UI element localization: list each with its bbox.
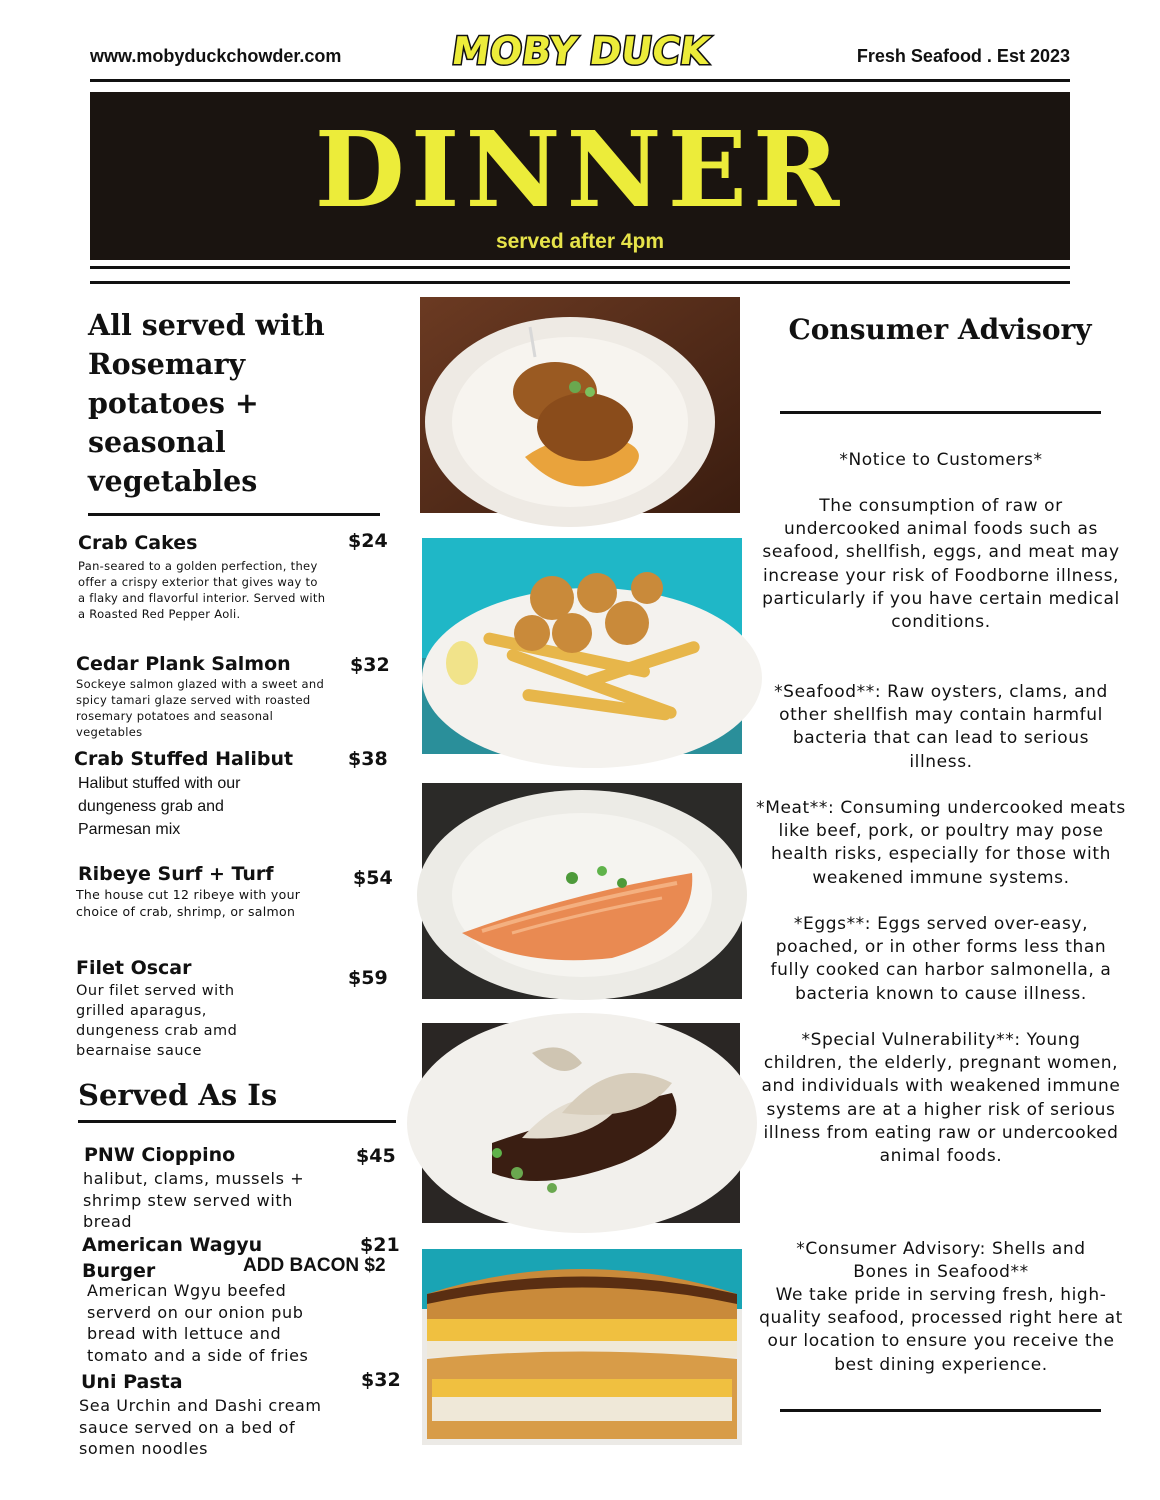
menu-item-name: Crab Cakes [78, 532, 198, 554]
menu-item-desc: Our filet served with grilled aparagus, dungeness crab amd bearnaise sauce [76, 983, 238, 1059]
fried-calamari-photo [422, 538, 742, 754]
menu-item-price: $32 [361, 1369, 401, 1391]
menu-item-price: $54 [353, 867, 393, 889]
advisory-divider-top [780, 411, 1101, 414]
menu-item-price: $38 [348, 748, 388, 770]
grilled-cheese-photo [422, 1249, 742, 1445]
advisory-paragraph: *Meat**: Consuming undercooked meats like beef, pork, or poultry may pose health risks, especially for those with weakened immune systems. [756, 798, 1126, 888]
page-title: DINNER [314, 108, 846, 231]
menu-item-desc: American Wgyu beefed serverd on our onion pub bread with lettuce and tomato and a side of fries [87, 1281, 309, 1365]
menu-item-desc: The house cut 12 ribeye with your choice of crab, shrimp, or salmon [76, 887, 301, 919]
menu-item-name: American Wagyu Burger [82, 1234, 263, 1282]
section-heading-as-is: Served As Is [78, 1078, 278, 1112]
menu-item-desc: Sea Urchin and Dashi cream sauce served on a bed of somen noodles [79, 1396, 322, 1458]
advisory-shells-title: *Consumer Advisory: Shells and Bones in Seafood** [796, 1239, 1086, 1283]
salmon-photo [422, 783, 742, 999]
menu-item-price: $21 [360, 1234, 400, 1256]
banner-divider-2 [90, 281, 1070, 284]
menu-item-desc: Pan-seared to a golden perfection, they offer a crispy exterior that gives way to a flaky and flavorful interior. Served with a Roasted Red Pepper Aoli. [78, 559, 326, 621]
advisory-paragraph: We take pride in serving fresh, high-quality seafood, processed right here at our location to ensure you receive the best dining experience. [759, 1285, 1123, 1375]
addon-bacon: ADD BACON $2 [243, 1255, 386, 1276]
section1-divider [88, 513, 380, 516]
menu-item-name: Uni Pasta [81, 1371, 183, 1393]
advisory-heading: Consumer Advisory [788, 313, 1092, 346]
menu-item-name: Crab Stuffed Halibut [74, 748, 294, 770]
advisory-divider-bottom [780, 1409, 1101, 1412]
menu-item-name: Cedar Plank Salmon [76, 653, 291, 675]
menu-item-desc: Halibut stuffed with our dungeness grab and Parmesan mix [78, 775, 241, 838]
website-url[interactable]: www.mobyduckchowder.com [90, 46, 342, 66]
advisory-paragraph: The consumption of raw or undercooked animal foods such as seafood, shellfish, eggs, and meat may increase your risk of Foodborne illness, particularly if you have certain medical conditions. [762, 496, 1120, 633]
section-heading-sides: All served with Rosemary potatoes + seasonal vegetables [88, 308, 325, 498]
advisory-paragraph: *Special Vulnerability**: Young children, the elderly, pregnant women, and individuals with weakened immune systems are at a higher risk of serious illness from eating raw or undercooked animal foods. [761, 1030, 1121, 1167]
advisory-paragraph: *Seafood**: Raw oysters, clams, and other shellfish may contain harmful bacteria that can lead to serious illness. [774, 682, 1108, 772]
header-divider [90, 79, 1070, 82]
menu-item-price: $45 [356, 1145, 396, 1167]
dumplings-photo [422, 1023, 740, 1223]
menu-item-name: Filet Oscar [76, 957, 192, 979]
moby-duck-logo [448, 14, 713, 80]
tagline: Fresh Seafood . Est 2023 [856, 46, 1070, 66]
advisory-paragraph: *Eggs**: Eggs served over-easy, poached, or in other forms less than fully cooked can harbor salmonella, a bacteria known to cause illness. [770, 914, 1112, 1004]
section2-divider [78, 1120, 396, 1123]
logo-text: MOBY DUCK [448, 30, 713, 74]
advisory-notice: *Notice to Customers* [839, 450, 1043, 470]
menu-item-price: $32 [350, 654, 390, 676]
menu-item-desc: Sockeye salmon glazed with a sweet and spicy tamari glaze served with roasted rosemary potatoes and seasonal vegetables [76, 677, 325, 739]
banner-divider-1 [90, 266, 1070, 269]
menu-item-desc: halibut, clams, mussels + shrimp stew served with bread [83, 1169, 305, 1231]
menu-item-price: $24 [348, 530, 388, 552]
crab-cakes-photo [420, 297, 740, 513]
menu-item-name: PNW Cioppino [84, 1144, 236, 1166]
served-time: served after 4pm [495, 230, 665, 253]
menu-item-name: Ribeye Surf + Turf [78, 863, 274, 885]
menu-item-price: $59 [348, 967, 388, 989]
